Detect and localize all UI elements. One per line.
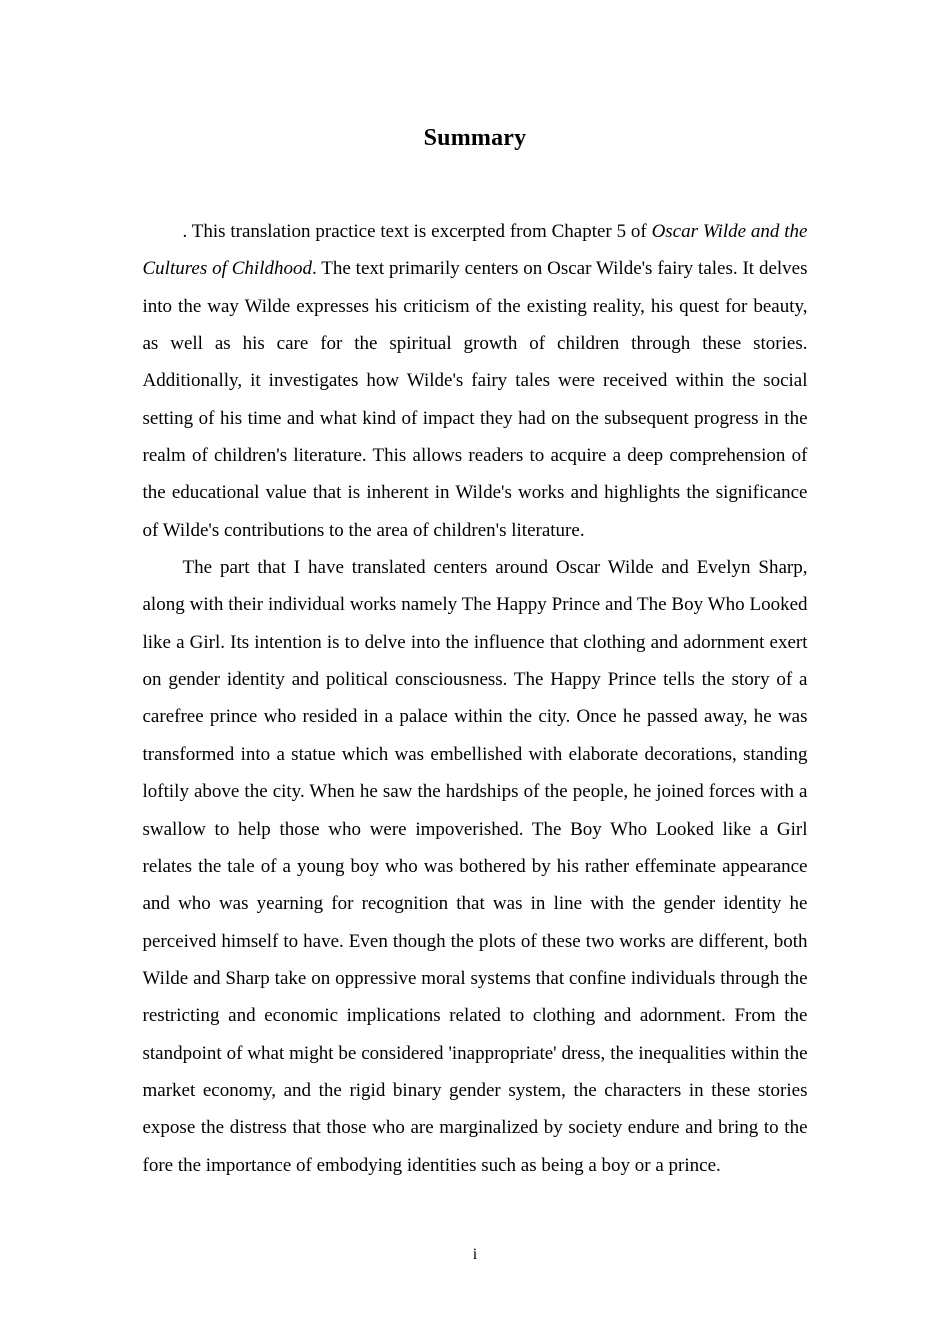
page-title: Summary	[423, 125, 527, 151]
italic-book-title: Oscar Wilde and the Cultures of Childhood	[142, 221, 808, 280]
paragraph	[143, 549, 808, 1184]
page-number: i	[472, 1246, 478, 1263]
paragraph-text: . This translation practice text is excerpted from Chapter 5 of	[182, 221, 652, 242]
paragraph-text: The part that I have translated centers around Oscar Wilde and Evelyn Sharp, along with their individual works namely The Happy Prince and The Boy Who Looked like a Girl. Its intention is to delve into the influence that clothing and adornment exert on gender identity and political consciousness. The Happy Prince tells the story of a carefree prince who resided in a palace within the city. Once he passed away, he was transformed into a statue which was embellished with elaborate decorations, standing loftily above the city. When he saw the hardships of the people, he joined forces with a swallow to help those who were impoverished. The Boy Who Looked like a Girl relates the tale of a young boy who was bothered by his rather effeminate appearance and who was yearning for recognition that was in line with the gender identity he perceived himself to have. Even though the plots of these two works are different, both Wilde and Sharp take on oppressive moral systems that confine individuals through the restricting and economic implications related to clothing and adornment. From the standpoint of what might be considered 'inappropriate' dress, the inequalities within the market economy, and the rigid binary gender system, the characters in these stories expose the distress that those who are marginalized by society endure and bring to the fore the importance of embodying identities such as being a boy or a prince.	[142, 557, 808, 1176]
paragraph	[143, 213, 808, 549]
paragraph-text: . The text primarily centers on Oscar Wilde's fairy tales. It delves into the way Wilde expresses his criticism of the existing reality, his quest for beauty, as well as his care for the spiritual growth of children through these stories. Additionally, it investigates how Wilde's fairy tales were received within the social setting of his time and what kind of impact they had on the subsequent progress in the realm of children's literature. This allows readers to acquire a deep comprehension of the educational value that is inherent in Wilde's works and highlights the significance of Wilde's contributions to the area of children's literature.	[142, 258, 808, 541]
document-body	[143, 213, 808, 1184]
